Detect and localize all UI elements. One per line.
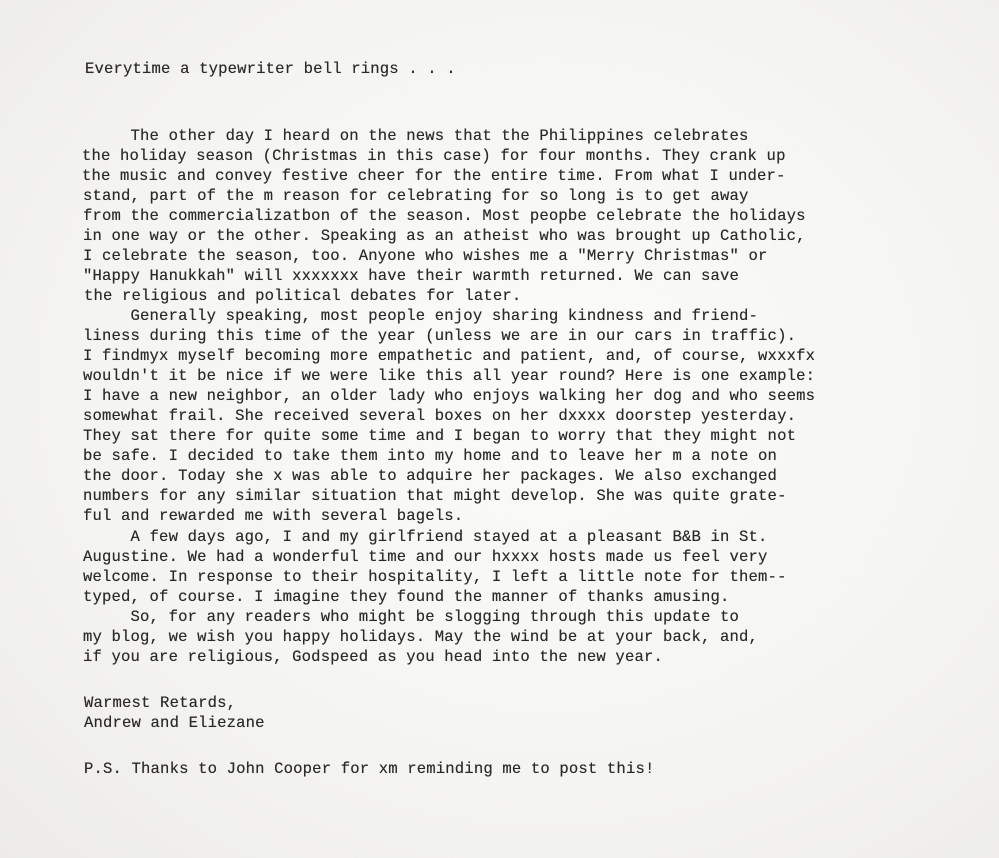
letter-line: Augustine. We had a wonderful time and our hxxxx hosts made us feel very (83, 548, 768, 566)
letter-closing: Warmest Retards, (84, 694, 237, 712)
letter-line: I have a new neighbor, an older lady who enjoys walking her dog and who seems (83, 387, 816, 405)
letter-line: if you are religious, Godspeed as you head into the new year. (83, 648, 663, 666)
letter-line: The other day I heard on the news that the Philippines celebrates (83, 127, 749, 145)
letter-line: typed, of course. I imagine they found the manner of thanks amusing. (83, 588, 730, 606)
letter-signature: Andrew and Eliezane (84, 714, 265, 732)
letter-line: the door. Today she x was able to adquire her packages. We also exchanged (83, 467, 778, 485)
letter-line: They sat there for quite some time and I began to worry that they might not (83, 427, 797, 445)
letter-line: liness during this time of the year (unless we are in our cars in traffic). (83, 327, 797, 345)
letter-line: somewhat frail. She received several boxes on her dxxxx doorstep yesterday. (83, 407, 797, 425)
letter-line: So, for any readers who might be slogging through this update to (83, 608, 740, 626)
letter-line: my blog, we wish you happy holidays. May the wind be at your back, and, (83, 628, 759, 646)
letter-line: wouldn't it be nice if we were like this all year round? Here is one example: (83, 367, 816, 385)
letter-line: stand, part of the m reason for celebrating for so long is to get away (83, 187, 749, 205)
letter-line: I celebrate the season, too. Anyone who wishes me a "Merry Christmas" or (83, 247, 768, 265)
letter-title: Everytime a typewriter bell rings . . . (85, 60, 456, 78)
letter-line: the music and convey festive cheer for the entire time. From what I under- (82, 167, 786, 185)
letter-line: from the commercializatbon of the season. Most peopbe celebrate the holidays (83, 207, 806, 225)
letter-line: the holiday season (Christmas in this case) for four months. They crank up (82, 147, 786, 165)
letter-line: be safe. I decided to take them into my home and to leave her m a note on (83, 447, 778, 465)
letter-line: A few days ago, I and my girlfriend stayed at a pleasant B&B in St. (83, 528, 768, 546)
letter-line: welcome. In response to their hospitality, I left a little note for them-- (83, 568, 787, 586)
letter-line: Generally speaking, most people enjoy sharing kindness and friend- (83, 307, 759, 325)
letter-postscript: P.S. Thanks to John Cooper for xm reminding me to post this! (84, 760, 655, 778)
letter-line: "Happy Hanukkah" will xxxxxxx have their warmth returned. We can save (83, 267, 740, 285)
letter-line: I findmyx myself becoming more empathetic and patient, and, of course, wxxxfx (83, 347, 816, 365)
letter-line: in one way or the other. Speaking as an atheist who was brought up Catholic, (83, 227, 806, 245)
letter-line: ful and rewarded me with several bagels. (83, 507, 464, 525)
letter-line: the religious and political debates for later. (84, 287, 522, 305)
letter-line: numbers for any similar situation that might develop. She was quite grate- (83, 487, 787, 505)
